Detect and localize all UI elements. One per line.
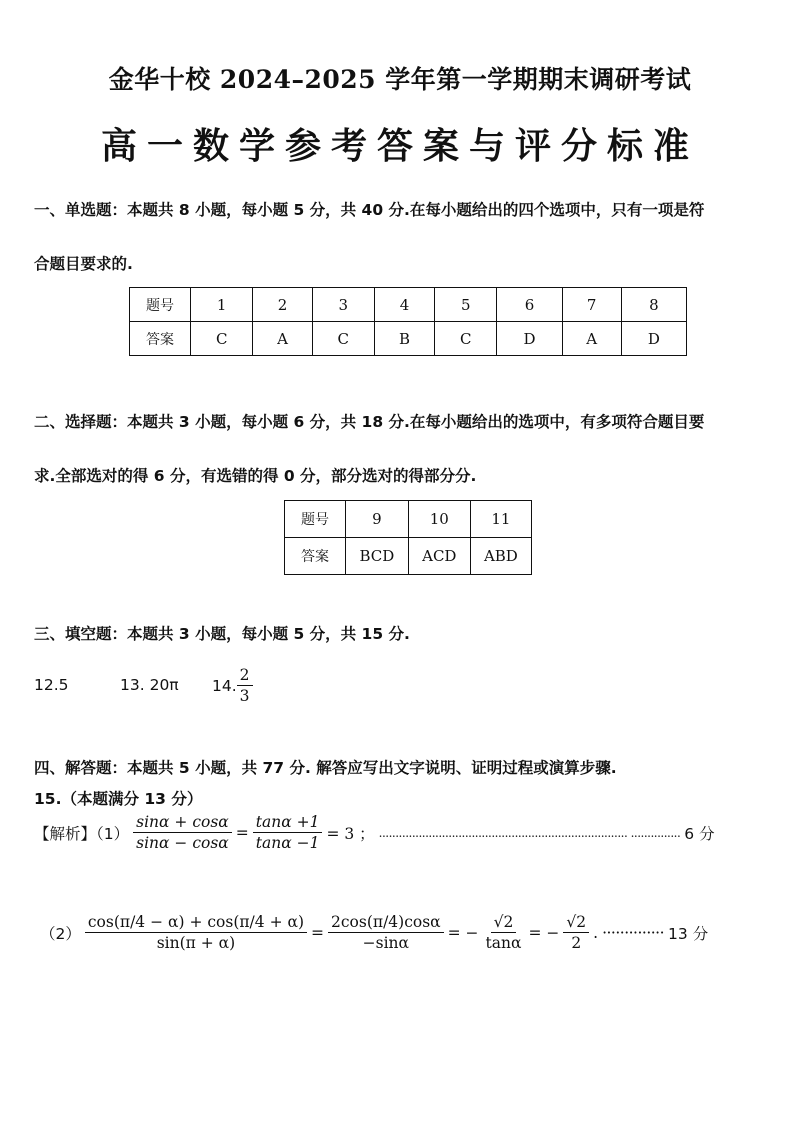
table-header-cell: 答案 xyxy=(285,538,346,575)
fraction-denominator: −sinα xyxy=(362,934,409,952)
table-header-cell: 答案 xyxy=(130,322,191,356)
table-cell: C xyxy=(312,322,374,356)
multi-choice-answer-table xyxy=(284,500,532,575)
period: . xyxy=(593,923,599,942)
fraction-denominator: tanα −1 xyxy=(255,834,320,852)
section2-line2: 求.全部选对的得 6 分，有选错的得 0 分，部分选对的得部分分. xyxy=(34,467,477,485)
fraction-numerator: 2 xyxy=(237,665,253,686)
table-row xyxy=(285,501,532,538)
q15-part2-label: （2） xyxy=(40,924,81,943)
q15-part2-fraction-1 xyxy=(85,912,307,953)
fraction-numerator: 2cos(π/4)cosα xyxy=(328,912,444,933)
q15-part1-result: = 3 ； xyxy=(326,824,375,843)
table-cell: 5 xyxy=(435,288,497,322)
q15-part2-fraction-2 xyxy=(328,912,444,953)
table-cell: C xyxy=(191,322,253,356)
table-cell: BCD xyxy=(346,538,409,575)
table-header-cell: 题号 xyxy=(285,501,346,538)
fraction-denominator: sin(π + α) xyxy=(156,934,236,952)
fraction-denominator: 2 xyxy=(571,934,582,952)
fraction-numerator: √2 xyxy=(491,912,517,933)
q15-part1-score: 6 分 xyxy=(684,824,715,843)
document-title: 金华十校 2024–2025 学年第一学期期末调研考试 xyxy=(108,65,692,94)
section2-line1: 二、选择题：本题共 3 小题，每小题 6 分，共 18 分.在每小题给出的选项中，有多项符合题目要 xyxy=(34,413,705,431)
table-cell: 7 xyxy=(562,288,621,322)
table-cell: 2 xyxy=(253,288,312,322)
section1-line1: 一、单选题：本题共 8 小题，每小题 5 分，共 40 分.在每小题给出的四个选项中，只有一项是符 xyxy=(34,201,705,219)
answer-14-fraction xyxy=(237,665,253,706)
q15-part1 xyxy=(34,812,715,853)
section4-line1: 四、解答题：本题共 5 小题，共 77 分. 解答应写出文字说明、证明过程或演算步骤. xyxy=(34,759,617,777)
answer-12: 12.5 xyxy=(34,676,69,694)
equals-sign: = xyxy=(235,823,249,842)
table-cell: B xyxy=(374,322,434,356)
table-cell: A xyxy=(253,322,312,356)
section3-line1: 三、填空题：本题共 3 小题，每小题 5 分，共 15 分. xyxy=(34,625,410,643)
score-leader-dots: ·············· xyxy=(602,923,665,942)
fraction-numerator: tanα +1 xyxy=(253,812,323,833)
q15-part1-fraction-1 xyxy=(133,812,232,853)
document-subtitle: 高一数学参考答案与评分标准 xyxy=(100,125,699,167)
answer-14-label: 14. xyxy=(212,676,237,695)
table-header-cell: 题号 xyxy=(130,288,191,322)
fraction-denominator: sinα − cosα xyxy=(136,834,229,852)
table-cell: ABD xyxy=(470,538,531,575)
answer-13: 13. 20π xyxy=(120,676,179,694)
table-row xyxy=(285,538,532,575)
q15-part1-label: 【解析】（1） xyxy=(34,824,130,843)
question-15-heading: 15.（本题满分 13 分） xyxy=(34,790,203,808)
q15-part1-fraction-2 xyxy=(253,812,323,853)
single-choice-answer-table xyxy=(129,287,687,356)
table-cell: 6 xyxy=(497,288,562,322)
fraction-denominator: tanα xyxy=(485,934,522,952)
section1-line2: 合题目要求的. xyxy=(34,255,133,273)
table-cell: A xyxy=(562,322,621,356)
table-cell: 3 xyxy=(312,288,374,322)
fraction-denominator: 3 xyxy=(239,687,250,705)
table-cell: 4 xyxy=(374,288,434,322)
q15-part2-fraction-3 xyxy=(483,912,525,953)
q15-part2-score: 13 分 xyxy=(668,924,709,943)
table-cell: D xyxy=(621,322,686,356)
score-leader-dots: ........................................................................... ............... xyxy=(378,825,681,840)
table-cell: 8 xyxy=(621,288,686,322)
table-row xyxy=(130,288,687,322)
table-cell: 1 xyxy=(191,288,253,322)
table-cell: D xyxy=(497,322,562,356)
equals-minus-sign: = − xyxy=(447,923,479,942)
table-cell: C xyxy=(435,322,497,356)
fraction-numerator: √2 xyxy=(563,912,589,933)
equals-minus-sign: = − xyxy=(528,923,560,942)
equals-sign: = xyxy=(311,923,324,942)
fraction-numerator: cos(π/4 − α) + cos(π/4 + α) xyxy=(85,912,307,933)
table-row xyxy=(130,322,687,356)
table-cell: ACD xyxy=(408,538,470,575)
answer-14 xyxy=(212,665,253,706)
q15-part2 xyxy=(40,912,708,953)
table-cell: 9 xyxy=(346,501,409,538)
fraction-numerator: sinα + cosα xyxy=(133,812,232,833)
q15-part2-fraction-4 xyxy=(563,912,589,953)
table-cell: 10 xyxy=(408,501,470,538)
table-cell: 11 xyxy=(470,501,531,538)
